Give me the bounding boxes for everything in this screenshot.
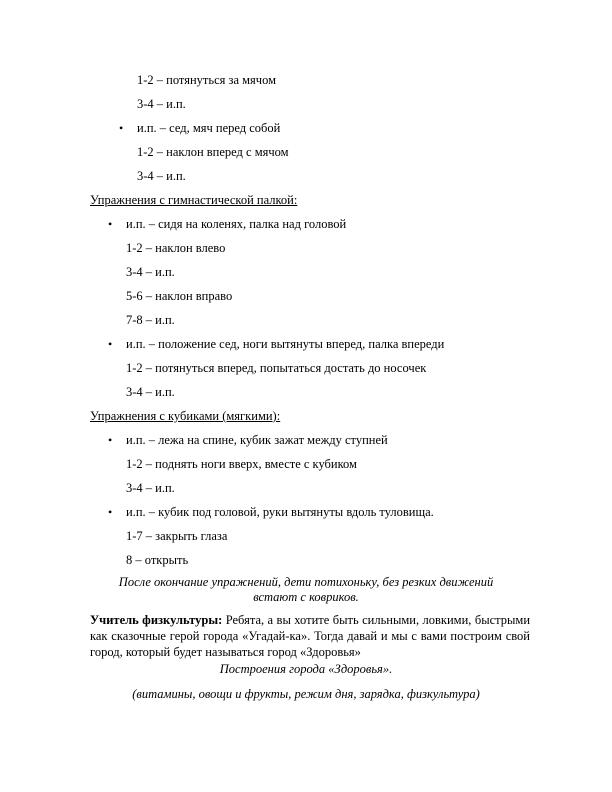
- bullet-icon: •: [108, 505, 113, 519]
- exercise-line: 1-2 – потянуться за мячом: [137, 73, 276, 87]
- exercise-line: 3-4 – и.п.: [137, 169, 186, 183]
- exercise-start-position: и.п. – кубик под головой, руки вытянуты вдоль туловища.: [126, 505, 434, 519]
- exercise-start-position: и.п. – лежа на спине, кубик зажат между ступней: [126, 433, 388, 447]
- exercise-line: 3-4 – и.п.: [126, 481, 175, 495]
- exercise-start-position: и.п. – положение сед, ноги вытянуты вперед, палка впереди: [126, 337, 445, 351]
- exercise-line: 1-7 – закрыть глаза: [126, 529, 228, 543]
- exercise-line: 1-2 – наклон вперед с мячом: [137, 145, 289, 159]
- teacher-text: Ребята, а вы хотите быть сильными, ловкими, быстрыми как сказочные герой города «Угадай-ка». Тогда давай и мы с вами построим свой город, который будет называться город «Здоровья»: [90, 613, 531, 659]
- note-line: После окончание упражнений, дети потихоньку, без резких движений: [118, 575, 494, 589]
- exercise-line: 8 – открыть: [126, 553, 189, 567]
- teacher-label: Учитель физкультуры:: [90, 613, 223, 627]
- teacher-paragraph: [90, 612, 530, 660]
- bullet-icon: •: [108, 217, 113, 231]
- exercise-line: 5-6 – наклон вправо: [126, 289, 233, 303]
- section-heading-cubes: Упражнения с кубиками (мягкими):: [90, 409, 281, 423]
- exercise-start-position: и.п. – сед, мяч перед собой: [137, 121, 281, 135]
- construction-list: (витамины, овощи и фрукты, режим дня, зарядка, физкультура): [132, 687, 480, 701]
- exercise-start-position: и.п. – сидя на коленях, палка над головой: [126, 217, 347, 231]
- exercise-line: 7-8 – и.п.: [126, 313, 175, 327]
- exercise-line: 1-2 – поднять ноги вверх, вместе с кубиком: [126, 457, 357, 471]
- bullet-icon: •: [119, 121, 124, 135]
- exercise-line: 1-2 – потянуться вперед, попытаться достать до носочек: [126, 361, 427, 375]
- exercise-line: 3-4 – и.п.: [126, 385, 175, 399]
- exercise-line: 1-2 – наклон влево: [126, 241, 226, 255]
- bullet-icon: •: [108, 433, 113, 447]
- note-line: встают с ковриков.: [253, 590, 359, 604]
- section-heading-stick: Упражнения с гимнастической палкой:: [90, 193, 298, 207]
- construction-title: Построения города «Здоровья».: [219, 662, 393, 676]
- exercise-line: 3-4 – и.п.: [126, 265, 175, 279]
- exercise-line: 3-4 – и.п.: [137, 97, 186, 111]
- bullet-icon: •: [108, 337, 113, 351]
